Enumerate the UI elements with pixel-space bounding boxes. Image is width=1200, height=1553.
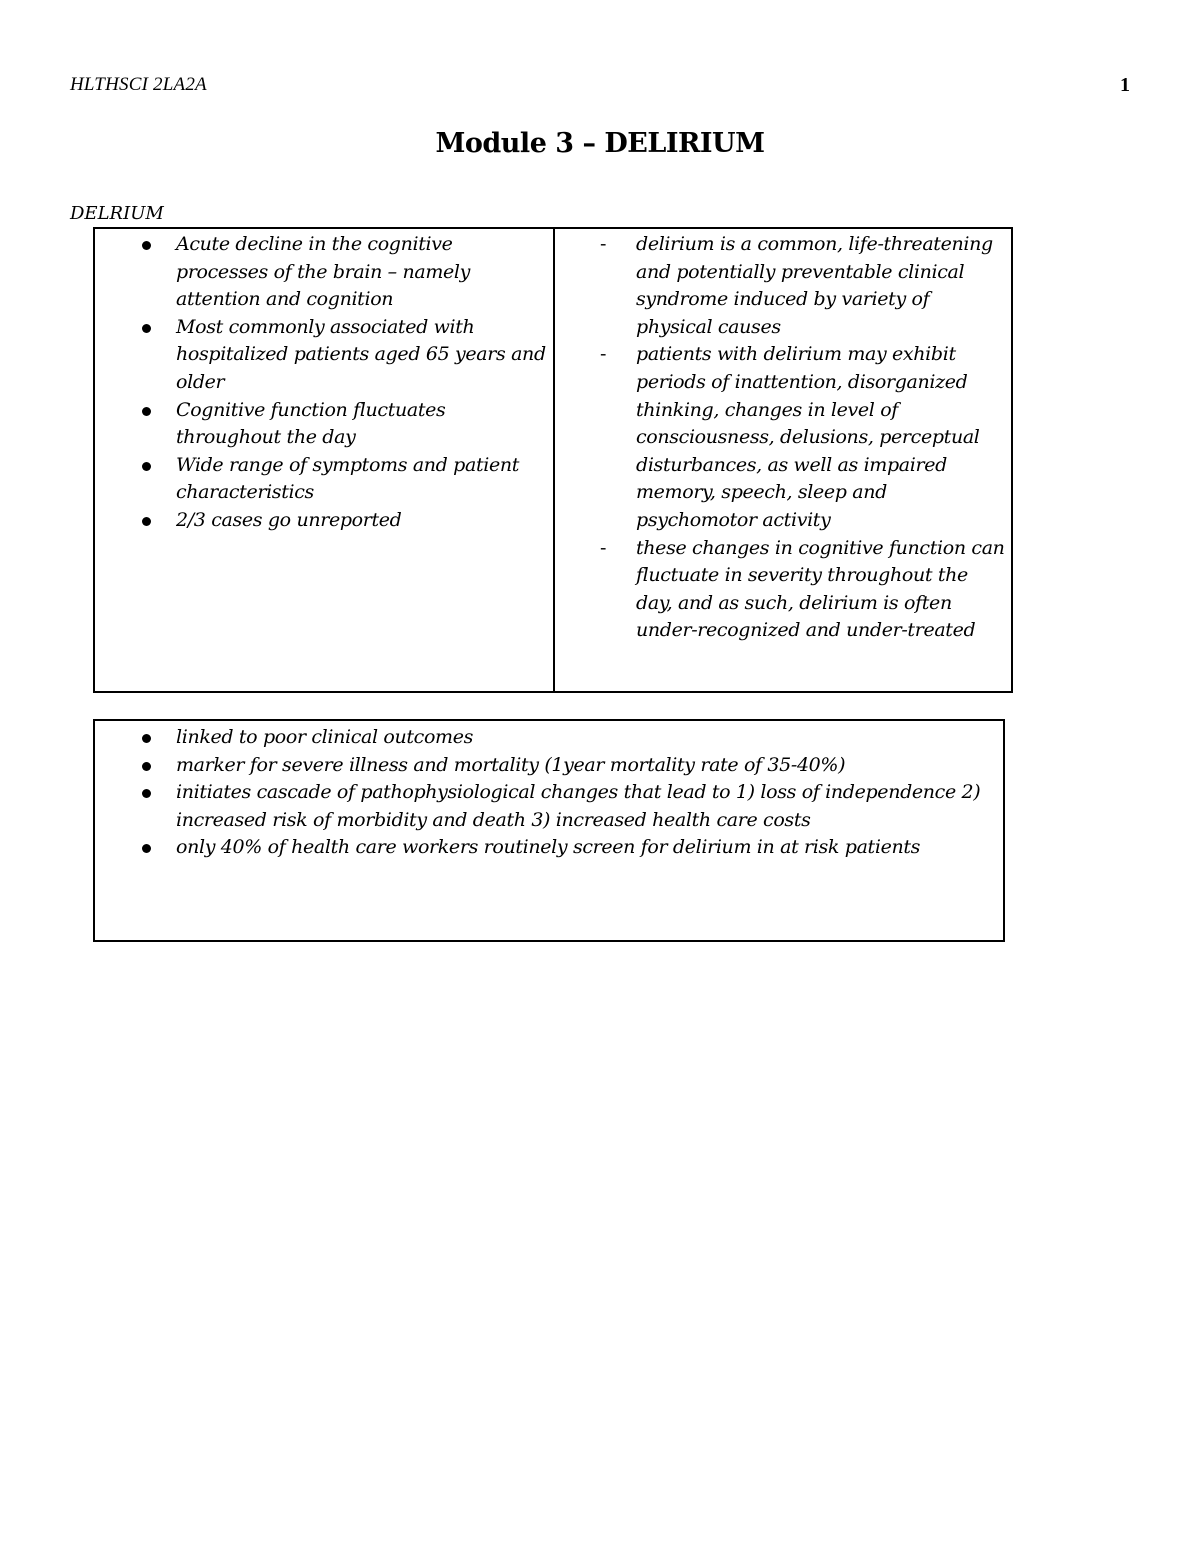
dash-bullet-icon: - (600, 343, 607, 366)
list-item-text: linked to poor clinical outcomes (176, 726, 474, 748)
list-item-text: delirium is a common, life-threatening and potentially preventable clinical syndrome induced by variety of physical causes (636, 233, 993, 338)
bullet-dot-icon (142, 324, 151, 333)
section-label: DELRIUM (70, 203, 164, 224)
list-item-text: initiates cascade of pathophysiological changes that lead to 1) loss of independence 2) increased risk of morbidity and death 3) increased health care costs (176, 781, 981, 831)
list-item-text: marker for severe illness and mortality (1year mortality rate of 35-40%) (176, 753, 846, 776)
list-item-text: only 40% of health care workers routinely screen for delirium in at risk patients (176, 836, 921, 859)
list-item (95, 314, 547, 397)
dash-bullet-icon: - (600, 536, 607, 559)
page-title: Module 3 – DELIRIUM (435, 128, 765, 159)
list-item-text: Wide range of symptoms and patient characteristics (176, 453, 520, 504)
bullet-dot-icon (142, 789, 151, 798)
right-dash-list (555, 229, 1011, 645)
left-bullet-list (95, 229, 553, 535)
list-item (95, 507, 547, 535)
list-item (95, 231, 547, 314)
list-item (95, 752, 993, 780)
list-item-text: Most commonly associated with hospitalized patients aged 65 years and older (176, 315, 546, 393)
bullet-dot-icon (142, 462, 151, 471)
list-item-text: these changes in cognitive function can fluctuate in severity throughout the day, and as such, delirium is often under-recognized and under-treated (636, 536, 1005, 642)
bullet-dot-icon (142, 407, 151, 416)
list-item (95, 779, 993, 834)
list-item-text: Acute decline in the cognitive processes of the brain – namely attention and cognition (176, 233, 471, 311)
header-course-code: HLTHSCI 2LA2A (70, 74, 207, 95)
bullet-dot-icon (142, 844, 151, 853)
list-item (95, 452, 547, 507)
table-right-column (555, 229, 1011, 691)
list-item (95, 397, 547, 452)
list-item (555, 535, 1007, 645)
list-item (555, 341, 1007, 534)
dash-bullet-icon: - (600, 233, 607, 255)
list-item-text: patients with delirium may exhibit periods of inattention, disorganized thinking, changes in level of consciousness, delusions, perceptual disturbances, as well as impaired memory, speech, sleep and psychomotor activity (636, 343, 980, 531)
list-item-text: Cognitive function fluctuates throughout the day (176, 398, 446, 449)
delirium-table (93, 227, 1013, 693)
list-item (555, 231, 1007, 341)
outcomes-box (93, 719, 1005, 942)
table-left-column (95, 229, 555, 691)
bullet-dot-icon (142, 241, 151, 250)
bullet-dot-icon (142, 734, 151, 743)
list-item (95, 724, 993, 752)
list-item (95, 834, 993, 862)
outcomes-bullet-list (95, 721, 1003, 862)
page-number: 1 (1120, 74, 1130, 96)
list-item-text: 2/3 cases go unreported (176, 508, 402, 531)
bullet-dot-icon (142, 517, 151, 526)
bullet-dot-icon (142, 762, 151, 771)
